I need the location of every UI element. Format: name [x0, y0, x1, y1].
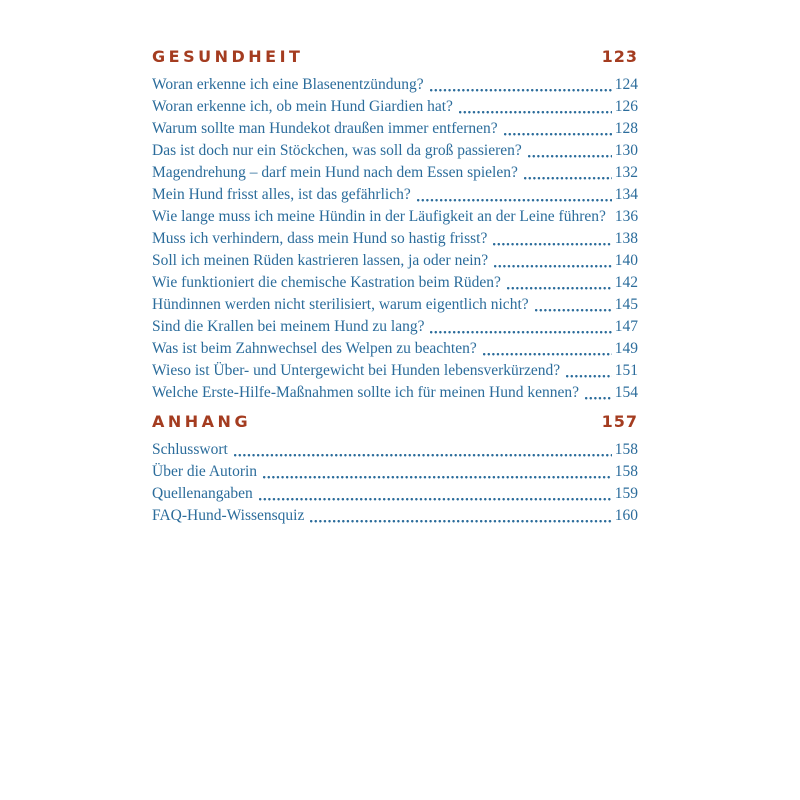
toc-entry — [152, 384, 638, 406]
toc-entry-label: Sind die Krallen bei meinem Hund zu lang? — [152, 318, 425, 335]
dotted-leader — [263, 476, 612, 479]
table-of-contents — [152, 47, 638, 529]
dotted-leader — [528, 155, 612, 158]
toc-entry-label: Welche Erste-Hilfe-Maßnahmen sollte ich für meinen Hund kennen? — [152, 384, 579, 401]
toc-entry — [152, 463, 638, 485]
toc-entry — [152, 318, 638, 340]
toc-entry-label: Was ist beim Zahnwechsel des Welpen zu beachten? — [152, 340, 477, 357]
toc-entry-page: 149 — [614, 340, 638, 357]
toc-entry — [152, 142, 638, 164]
toc-entry — [152, 296, 638, 318]
dotted-leader — [493, 243, 611, 246]
dotted-leader — [234, 454, 612, 457]
toc-entry — [152, 164, 638, 186]
toc-entry — [152, 186, 638, 208]
toc-entry — [152, 340, 638, 362]
toc-entry-page: 134 — [614, 186, 638, 203]
dotted-leader — [459, 111, 612, 114]
toc-entry-page: 147 — [614, 318, 638, 335]
toc-entry — [152, 252, 638, 274]
toc-entry-label: Über die Autorin — [152, 463, 258, 480]
dotted-leader — [259, 498, 612, 501]
dotted-leader — [524, 177, 612, 180]
toc-entry-page: 159 — [614, 485, 638, 502]
toc-entry — [152, 362, 638, 384]
toc-entry-page: 124 — [614, 76, 638, 93]
dotted-leader — [430, 331, 611, 334]
toc-entry-label: Wie lange muss ich meine Hündin in der Läufigkeit an der Leine führen? — [152, 208, 606, 225]
toc-entry — [152, 98, 638, 120]
toc-section-anhang — [152, 412, 638, 529]
toc-section-gesundheit — [152, 47, 638, 406]
toc-entry-page: 160 — [614, 507, 638, 524]
dotted-leader — [430, 89, 612, 92]
dotted-leader — [535, 309, 612, 312]
dotted-leader — [507, 287, 612, 290]
toc-entry-page: 145 — [614, 296, 638, 313]
toc-entry-page: 158 — [614, 463, 638, 480]
toc-entry — [152, 120, 638, 142]
toc-entry-label: Soll ich meinen Rüden kastrieren lassen, ja oder nein? — [152, 252, 489, 269]
toc-entry-label: Warum sollte man Hundekot draußen immer entfernen? — [152, 120, 498, 137]
toc-entry-label: Woran erkenne ich eine Blasenentzündung? — [152, 76, 424, 93]
toc-entry-label: Wie funktioniert die chemische Kastration beim Rüden? — [152, 274, 501, 291]
toc-entry-page: 136 — [614, 208, 639, 225]
section-header — [152, 412, 638, 432]
toc-entry-page: 130 — [614, 142, 638, 159]
toc-entry — [152, 507, 638, 529]
toc-entry-label: FAQ-Hund-Wissensquiz — [152, 507, 305, 524]
toc-entry — [152, 441, 638, 463]
section-title: ANHANG — [152, 412, 252, 431]
dotted-leader — [417, 199, 612, 202]
dotted-leader — [504, 133, 612, 136]
toc-entry-label: Mein Hund frisst alles, ist das gefährlich? — [152, 186, 411, 203]
toc-entry-label: Das ist doch nur ein Stöckchen, was soll da groß passieren? — [152, 142, 522, 159]
toc-entry-label: Hündinnen werden nicht sterilisiert, warum eigentlich nicht? — [152, 296, 529, 313]
section-title: GESUNDHEIT — [152, 47, 304, 66]
dotted-leader — [483, 353, 612, 356]
dotted-leader — [566, 375, 612, 378]
toc-entry-page: 142 — [614, 274, 638, 291]
toc-entry-page: 126 — [614, 98, 638, 115]
toc-entry-label: Woran erkenne ich, ob mein Hund Giardien hat? — [152, 98, 453, 115]
toc-entry-page: 151 — [614, 362, 638, 379]
dotted-leader — [310, 520, 611, 523]
toc-entry — [152, 274, 638, 296]
toc-entry-label: Wieso ist Über- und Untergewicht bei Hunden lebensverkürzend? — [152, 362, 561, 379]
toc-entry-page: 138 — [614, 230, 638, 247]
toc-entry-label: Muss ich verhindern, dass mein Hund so hastig frisst? — [152, 230, 488, 247]
section-page-number: 123 — [601, 47, 638, 66]
toc-entry — [152, 208, 638, 230]
toc-entry-label: Quellenangaben — [152, 485, 253, 502]
toc-entry — [152, 230, 638, 252]
toc-entry-page: 140 — [614, 252, 638, 269]
toc-entry — [152, 76, 638, 98]
toc-entry-label: Schlusswort — [152, 441, 228, 458]
toc-entry-page: 158 — [614, 441, 638, 458]
toc-entry-page: 132 — [614, 164, 638, 181]
toc-entry — [152, 485, 638, 507]
toc-entry-label: Magendrehung – darf mein Hund nach dem Essen spielen? — [152, 164, 518, 181]
section-header — [152, 47, 638, 67]
dotted-leader — [585, 397, 612, 400]
toc-entry-page: 154 — [614, 384, 638, 401]
section-page-number: 157 — [601, 412, 638, 431]
toc-entry-page: 128 — [614, 120, 638, 137]
dotted-leader — [494, 265, 612, 268]
